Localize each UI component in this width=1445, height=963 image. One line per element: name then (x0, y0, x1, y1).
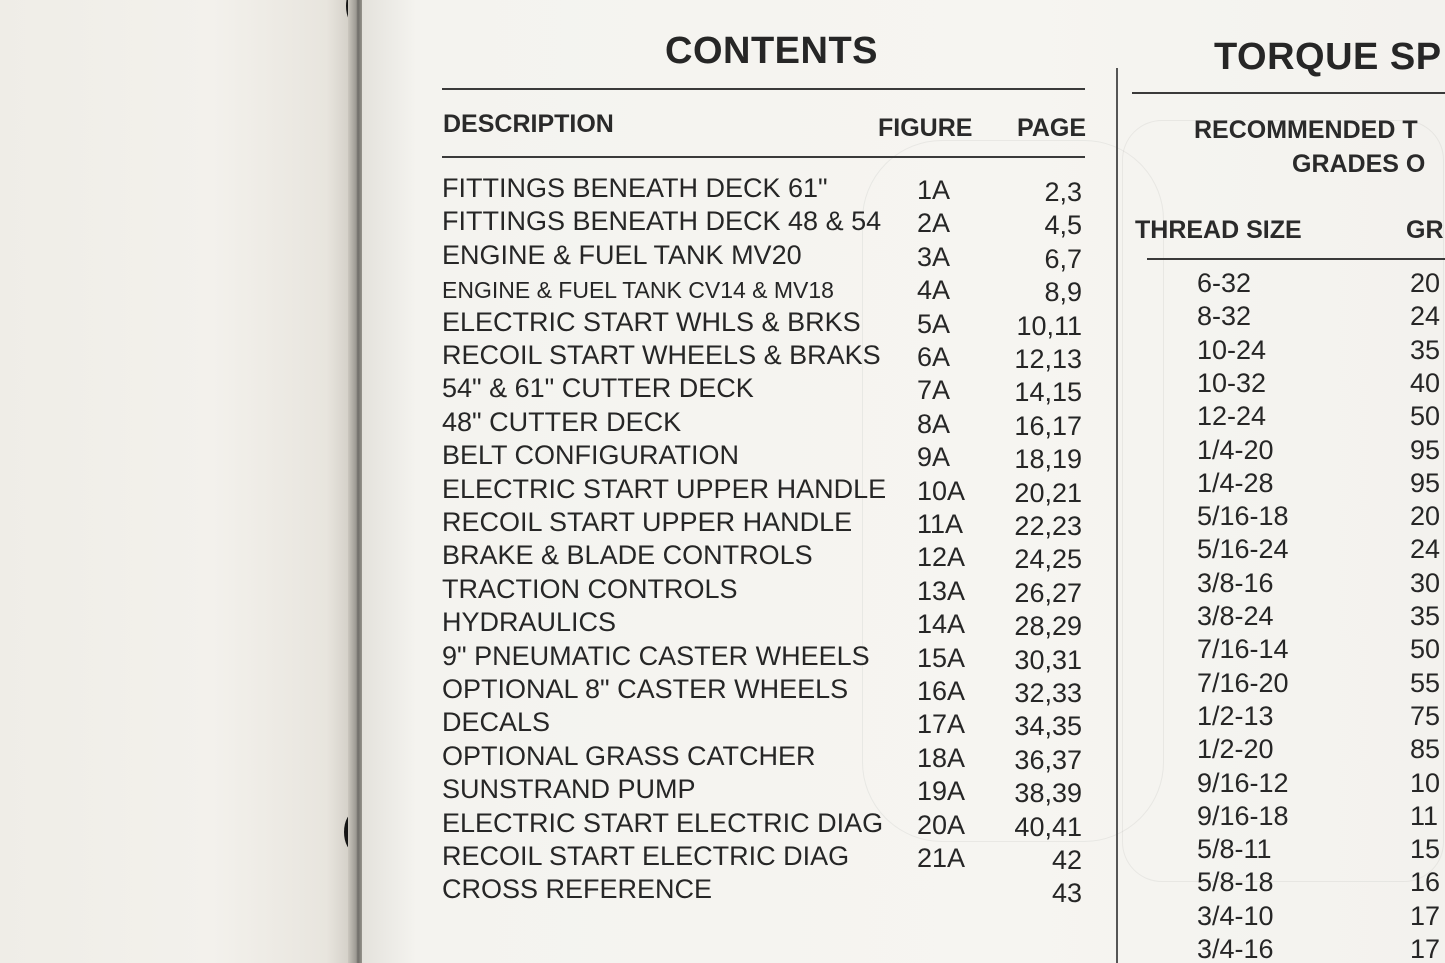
contents-row-figure: 11A (917, 509, 964, 539)
left-page-blank (0, 0, 355, 963)
torque-row-thread: 3/8-24 (1197, 601, 1274, 631)
torque-row-value: 35 (1410, 601, 1441, 631)
contents-row-description: ENGINE & FUEL TANK CV14 & MV18 (442, 277, 834, 304)
contents-row-figure: 8A (917, 408, 951, 439)
torque-row-thread: 3/4-10 (1197, 900, 1274, 931)
right-page (362, 0, 1445, 963)
contents-row-figure: 2A (917, 208, 951, 239)
column-divider (1116, 68, 1118, 963)
torque-header-rule (1147, 258, 1445, 260)
torque-row-thread: 10-24 (1197, 334, 1267, 365)
torque-row-thread: 10-32 (1197, 367, 1267, 398)
header-page: PAGE (1017, 114, 1086, 142)
contents-row-figure: 21A (917, 843, 966, 873)
contents-title: CONTENTS (665, 30, 878, 72)
contents-row-page: 26,27 (1014, 577, 1082, 608)
contents-row-figure: 18A (917, 742, 966, 773)
torque-row-thread: 1/4-28 (1197, 467, 1274, 498)
torque-row-thread: 9/16-12 (1197, 767, 1289, 798)
torque-row-value: 20 (1410, 501, 1441, 532)
torque-row-value: 11 (1410, 800, 1439, 831)
contents-row-page: 34,35 (1014, 711, 1082, 742)
torque-row-value: 40 (1410, 367, 1441, 398)
contents-row-figure: 3A (917, 241, 951, 272)
torque-row-value: 24 (1410, 301, 1441, 332)
contents-row-page: 30,31 (1014, 644, 1082, 675)
contents-row-description: DECALS (442, 707, 551, 738)
contents-row-description: CROSS REFERENCE (442, 874, 713, 905)
contents-row-page: 32,33 (1014, 678, 1082, 708)
contents-row-description: OPTIONAL 8" CASTER WHEELS (442, 674, 849, 704)
faint-diagram (862, 140, 1164, 842)
contents-row-figure: 14A (917, 609, 966, 640)
contents-row-page: 8,9 (1044, 277, 1082, 308)
torque-row-value: 55 (1410, 667, 1441, 698)
torque-row-thread: 5/16-24 (1197, 534, 1289, 565)
contents-row-figure: 13A (917, 575, 966, 606)
torque-row-value: 95 (1410, 434, 1441, 465)
contents-row-description: ELECTRIC START WHLS & BRKS (442, 306, 861, 337)
contents-row-description: OPTIONAL GRASS CATCHER (442, 740, 816, 771)
torque-row-thread: 1/2-13 (1197, 700, 1274, 731)
contents-row-description: BELT CONFIGURATION (442, 440, 740, 471)
header-thread-size: THREAD SIZE (1135, 216, 1302, 244)
contents-row-page: 18,19 (1014, 444, 1082, 475)
contents-row-page: 20,21 (1014, 477, 1082, 508)
contents-row-description: HYDRAULICS (442, 607, 617, 638)
contents-row-description: ELECTRIC START ELECTRIC DIAG (442, 807, 884, 838)
contents-row-figure: 9A (917, 442, 951, 473)
contents-row-figure: 10A (917, 475, 966, 506)
torque-row-thread: 6-32 (1197, 268, 1252, 298)
contents-row-figure: 12A (917, 542, 966, 573)
torque-row-value: 85 (1410, 734, 1441, 765)
contents-row-page: 28,29 (1014, 611, 1082, 642)
torque-row-thread: 3/4-16 (1197, 934, 1274, 963)
contents-row-figure: 5A (917, 308, 951, 339)
contents-row-page: 40,41 (1014, 811, 1082, 842)
contents-row-page: 38,39 (1014, 778, 1082, 809)
contents-row-figure: 7A (917, 375, 951, 406)
torque-row-value: 17 (1410, 934, 1441, 963)
contents-row-figure: 19A (917, 776, 966, 807)
contents-row-description: RECOIL START WHEELS & BRAKS (442, 340, 881, 370)
torque-row-value: 16 (1410, 867, 1441, 898)
contents-row-description: SUNSTRAND PUMP (442, 774, 696, 805)
torque-row-value: 24 (1410, 534, 1441, 565)
contents-row-page: 2,3 (1044, 177, 1082, 207)
contents-row-figure: 16A (917, 676, 966, 706)
contents-row-description: FITTINGS BENEATH DECK 48 & 54 (442, 206, 882, 237)
torque-subtitle-line2: GRADES O (1292, 150, 1426, 178)
contents-row-figure: 1A (917, 175, 951, 205)
torque-row-value: 75 (1410, 700, 1441, 731)
torque-subtitle-line1: RECOMMENDED T (1194, 116, 1418, 144)
contents-row-description: FITTINGS BENEATH DECK 61" (442, 173, 828, 203)
contents-row-page: 6,7 (1044, 243, 1082, 274)
contents-row-description: ELECTRIC START UPPER HANDLE (442, 473, 887, 504)
contents-row-page: 12,13 (1014, 344, 1082, 374)
torque-row-value: 95 (1410, 467, 1441, 498)
contents-row-figure: 20A (917, 809, 966, 840)
contents-row-page: 14,15 (1014, 377, 1082, 408)
contents-row-description: 54" & 61" CUTTER DECK (442, 373, 754, 404)
contents-row-description: RECOIL START UPPER HANDLE (442, 507, 853, 537)
torque-row-thread: 3/8-16 (1197, 567, 1274, 598)
contents-row-page: 36,37 (1014, 744, 1082, 775)
contents-header-rule (442, 156, 1085, 158)
contents-row-page: 16,17 (1014, 410, 1082, 441)
torque-row-value: 35 (1410, 334, 1441, 365)
torque-row-thread: 1/4-20 (1197, 434, 1274, 465)
torque-row-thread: 12-24 (1197, 401, 1267, 432)
torque-title: TORQUE SP (1214, 36, 1442, 78)
contents-row-description: BRAKE & BLADE CONTROLS (442, 540, 813, 571)
contents-row-description: TRACTION CONTROLS (442, 573, 738, 604)
contents-row-description: RECOIL START ELECTRIC DIAG (442, 841, 850, 871)
contents-row-figure: 6A (917, 342, 951, 372)
torque-row-value: 20 (1410, 268, 1441, 298)
header-description: DESCRIPTION (443, 110, 614, 138)
contents-row-figure: 4A (917, 275, 951, 306)
torque-row-value: 50 (1410, 401, 1441, 432)
torque-title-rule (1132, 92, 1445, 94)
contents-row-page: 10,11 (1016, 310, 1082, 341)
torque-row-value: 50 (1410, 634, 1441, 665)
torque-row-value: 30 (1410, 567, 1441, 598)
contents-row-page: 24,25 (1014, 544, 1082, 575)
contents-row-page: 22,23 (1014, 511, 1082, 541)
contents-row-figure: 17A (917, 709, 966, 740)
contents-row-figure: 15A (917, 642, 966, 673)
torque-row-thread: 5/8-18 (1197, 867, 1274, 898)
contents-row-page: 42 (1051, 845, 1082, 875)
torque-row-thread: 7/16-14 (1197, 634, 1289, 665)
torque-row-thread: 1/2-20 (1197, 734, 1274, 765)
contents-row-page: 43 (1051, 878, 1082, 909)
torque-row-thread: 5/16-18 (1197, 501, 1289, 532)
contents-row-description: ENGINE & FUEL TANK MV20 (442, 239, 802, 270)
contents-row-description: 48" CUTTER DECK (442, 406, 682, 437)
torque-row-thread: 7/16-20 (1197, 667, 1289, 698)
torque-row-thread: 8-32 (1197, 301, 1252, 332)
header-grade: GR (1406, 216, 1444, 244)
contents-title-rule (442, 88, 1085, 90)
torque-row-value: 10 (1410, 767, 1441, 798)
torque-row-thread: 9/16-18 (1197, 800, 1289, 831)
torque-row-thread: 5/8-11 (1197, 834, 1272, 865)
contents-row-description: 9" PNEUMATIC CASTER WHEELS (442, 640, 870, 671)
torque-row-value: 17 (1410, 900, 1441, 931)
header-figure: FIGURE (878, 114, 973, 142)
contents-row-page: 4,5 (1044, 210, 1082, 241)
torque-row-value: 15 (1410, 834, 1441, 865)
